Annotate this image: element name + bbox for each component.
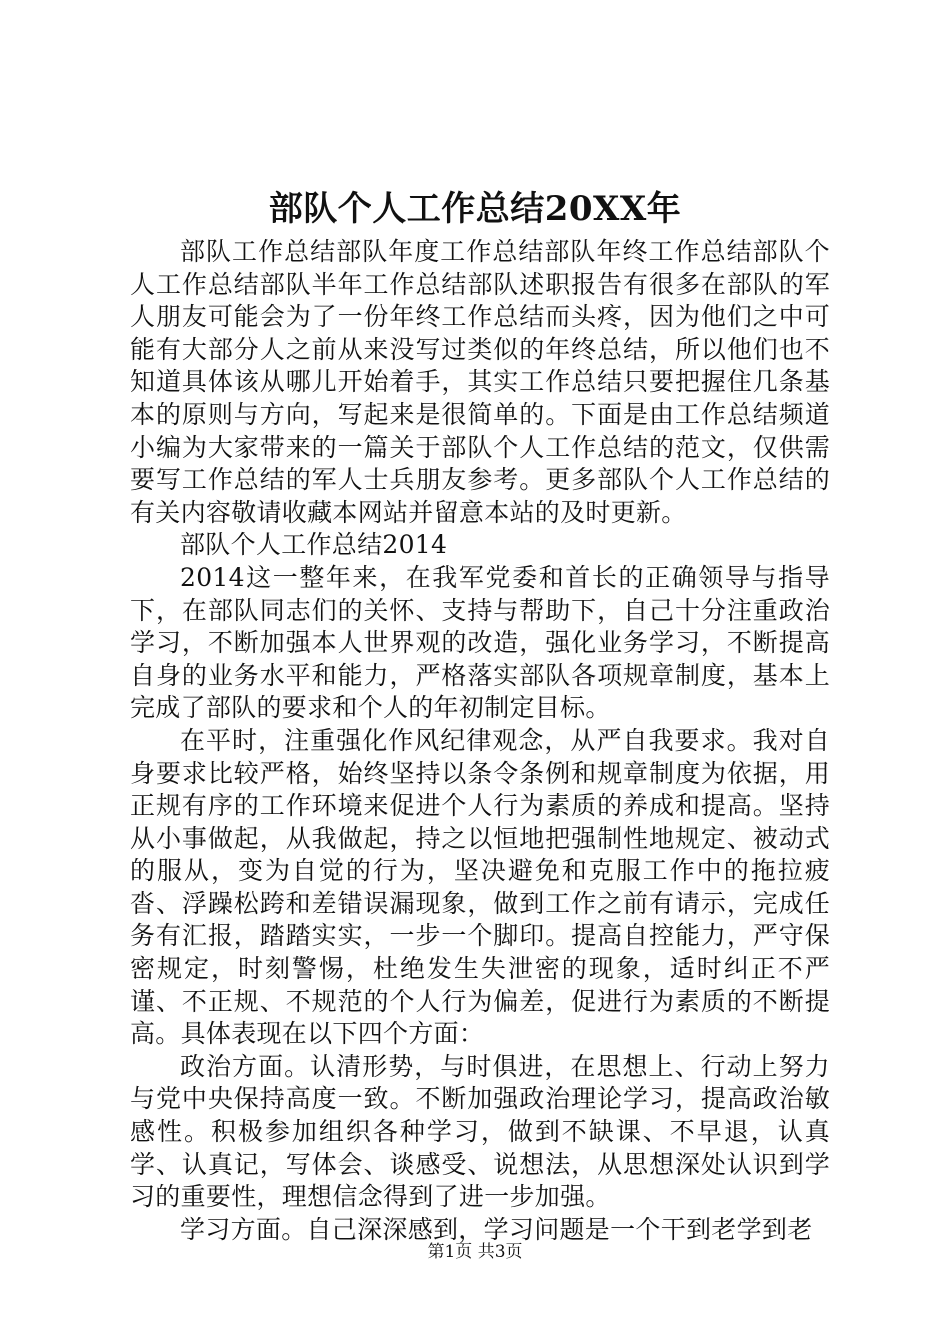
document-body bbox=[130, 236, 830, 1246]
paragraph-overview: 2014这一整年来，在我军党委和首长的正确领导与指导下，在部队同志们的关怀、支持与帮助下，自己十分注重政治学习，不断加强本人世界观的改造，强化业务学习，不断提高自身的业务水平和能力，严格落实部队各项规章制度，基本上完成了部队的要求和个人的年初制定目标。 bbox=[130, 562, 830, 723]
paragraph-intro: 部队工作总结部队年度工作总结部队年终工作总结部队个人工作总结部队半年工作总结部队述职报告有很多在部队的军人朋友可能会为了一份年终工作总结而头疼，因为他们之中可能有大部分人之前从来没写过类似的年终总结，所以他们也不知道具体该从哪儿开始着手，其实工作总结只要把握住几条基本的原则与方向，写起来是很简单的。下面是由工作总结频道小编为大家带来的一篇关于部队个人工作总结的范文，仅供需要写工作总结的军人士兵朋友参考。更多部队个人工作总结的有关内容敬请收藏本网站并留意本站的及时更新。 bbox=[130, 237, 830, 527]
page-indicator: 第1页 共3页 bbox=[427, 1242, 523, 1262]
document-title: 部队个人工作总结20XX年 bbox=[268, 189, 682, 229]
paragraph-discipline: 在平时，注重强化作风纪律观念，从严自我要求。我对自身要求比较严格，始终坚持以条令条例和规章制度为依据，用正规有序的工作环境来促进个人行为素质的养成和提高。坚持从小事做起，从我做起，持之以恒地把强制性地规定、被动式的服从，变为自觉的行为，坚决避免和克服工作中的拖拉疲沓、浮躁松跨和差错误漏现象，做到工作之前有请示，完成任务有汇报，踏踏实实，一步一个脚印。提高自控能力，严守保密规定，时刻警惕，杜绝发生失泄密的现象，适时纠正不严谨、不正规、不规范的个人行为偏差，促进行为素质的不断提高。具体表现在以下四个方面： bbox=[130, 725, 830, 1049]
paragraph-subtitle: 部队个人工作总结2014 bbox=[180, 530, 448, 560]
paragraph-politics: 政治方面。认清形势，与时俱进，在思想上、行动上努力与党中央保持高度一致。不断加强政治理论学习，提高政治敏感性。积极参加组织各种学习，做到不缺课、不早退，认真学、认真记，写体会、谈感受、说想法，从思想深处认识到学习的重要性，理想信念得到了进一步加强。 bbox=[130, 1051, 830, 1212]
paragraph-study: 学习方面。自己深深感到，学习问题是一个干到老学到老 bbox=[180, 1214, 813, 1244]
